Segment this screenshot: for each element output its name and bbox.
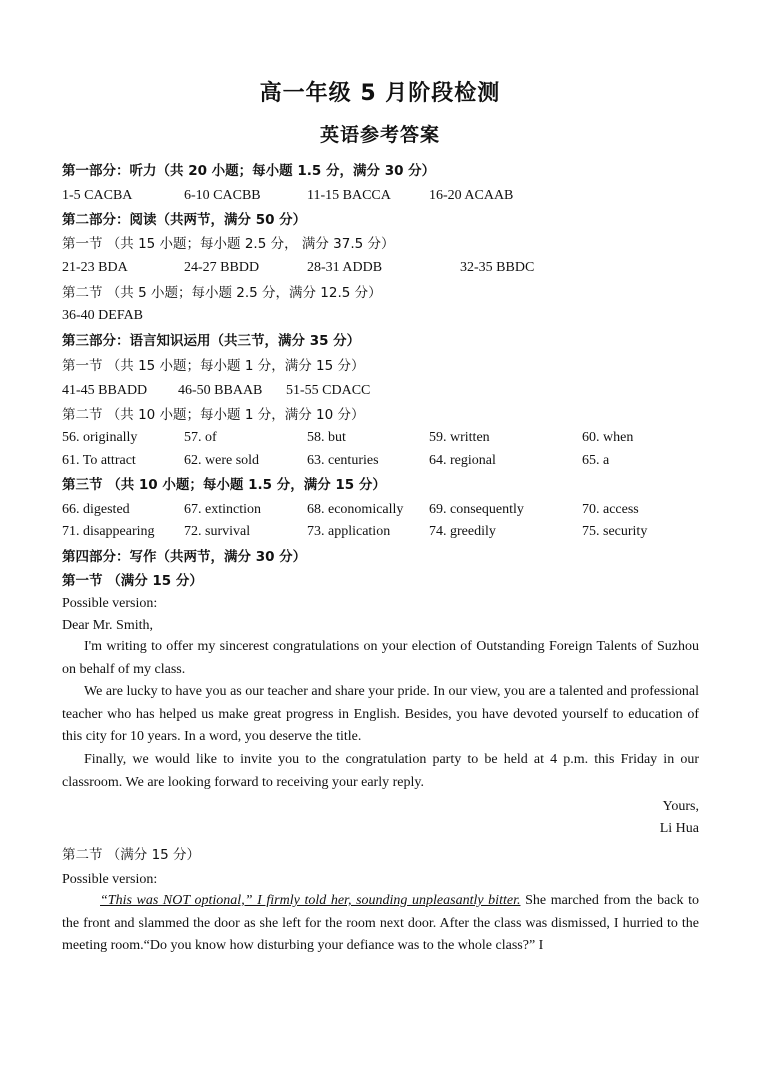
story-continuation: She marched from the back to the front and slammed the door as she left for the room next door. After the class was dismissed, I hurried to the meeting room.“Do you know how disturbing your defiance was to the whole class?” I: [62, 893, 699, 954]
answer-item: 58. but: [307, 430, 346, 445]
letter-closing: Yours,: [662, 799, 699, 814]
answer-group: 41-45 BBADD: [62, 383, 148, 398]
part2-section2-heading: 第二节 （共 5 小题；每小题 2.5 分，满分 12.5 分）: [62, 285, 382, 301]
letter-paragraph: We are lucky to have you as our teacher and share your pride. In our view, you are a talented and professional teacher who has helped us make great progress in English. Besides, you have devoted yourself to education of this city for 10 years. In a word, you deserve the title.: [62, 684, 699, 745]
part1-heading: 第一部分：听力（共 20 小题；每小题 1.5 分，满分 30 分）: [62, 163, 436, 179]
answer-group: 16-20 ACAAB: [429, 188, 514, 203]
part3-section1-heading: 第一节 （共 15 小题；每小题 1 分，满分 15 分）: [62, 358, 365, 374]
part2-section1-heading: 第一节 （共 15 小题；每小题 2.5 分， 满分 37.5 分）: [62, 236, 395, 252]
possible-version-label: Possible version:: [62, 872, 158, 887]
answer-item: 70. access: [582, 502, 639, 517]
page-title: 高一年级 5 月阶段检测: [259, 81, 501, 106]
part4-section1-heading: 第一节 （满分 15 分）: [62, 573, 203, 589]
part4-section2-heading: 第二节 （满分 15 分）: [62, 847, 201, 863]
answer-item: 74. greedily: [429, 524, 496, 539]
answer-item: 73. application: [307, 524, 391, 539]
page-subtitle: 英语参考答案: [319, 124, 440, 146]
letter-greeting: Dear Mr. Smith,: [62, 618, 153, 633]
answer-item: 67. extinction: [184, 502, 261, 517]
part3-heading: 第三部分：语言知识运用（共三节，满分 35 分）: [62, 333, 361, 349]
answer-item: 65. a: [582, 453, 610, 468]
answer-item: 71. disappearing: [62, 524, 155, 539]
part4-heading: 第四部分：写作（共两节，满分 30 分）: [62, 549, 307, 565]
answer-group: 36-40 DEFAB: [62, 308, 144, 323]
answer-item: 72. survival: [184, 524, 251, 539]
answer-group: 46-50 BBAAB: [178, 383, 263, 398]
possible-version-label: Possible version:: [62, 596, 158, 611]
answer-item: 64. regional: [429, 453, 496, 468]
answer-item: 69. consequently: [429, 502, 524, 517]
answer-group: 1-5 CACBA: [62, 188, 133, 203]
answer-item: 61. To attract: [62, 453, 136, 468]
letter-paragraph: Finally, we would like to invite you to the congratulation party to be held at 4 p.m. this Friday in our classroom. We are looking forward to receiving your early reply.: [62, 752, 699, 790]
answer-item: 62. were sold: [184, 453, 260, 468]
answer-group: 6-10 CACBB: [184, 188, 261, 203]
letter-paragraph: I'm writing to offer my sincerest congratulations on your election of Outstanding Foreign Talents of Suzhou on behalf of my class.: [62, 639, 699, 677]
answer-item: 56. originally: [62, 430, 138, 445]
answer-item: 68. economically: [307, 502, 404, 517]
answer-group: 51-55 CDACC: [286, 383, 371, 398]
part2-heading: 第二部分：阅读（共两节，满分 50 分）: [62, 212, 307, 228]
answer-item: 60. when: [582, 430, 634, 445]
answer-item: 57. of: [184, 430, 217, 445]
answer-group: 28-31 ADDB: [307, 260, 383, 275]
part3-section3-heading: 第三节 （共 10 小题；每小题 1.5 分，满分 15 分）: [62, 477, 386, 493]
answer-item: 59. written: [429, 430, 490, 445]
story-paragraph: [62, 890, 699, 958]
answer-group: 11-15 BACCA: [307, 188, 391, 203]
letter-signature: Li Hua: [659, 821, 699, 836]
story-opening-sentence: “This was NOT optional,” I firmly told her, sounding unpleasantly bitter.: [100, 893, 521, 908]
answer-item: 66. digested: [62, 502, 130, 517]
answer-group: 32-35 BBDC: [460, 260, 535, 275]
answer-item: 63. centuries: [307, 453, 379, 468]
part3-section2-heading: 第二节 （共 10 小题；每小题 1 分，满分 10 分）: [62, 407, 365, 423]
answer-group: 21-23 BDA: [62, 260, 128, 275]
answer-group: 24-27 BBDD: [184, 260, 260, 275]
answer-item: 75. security: [582, 524, 648, 539]
